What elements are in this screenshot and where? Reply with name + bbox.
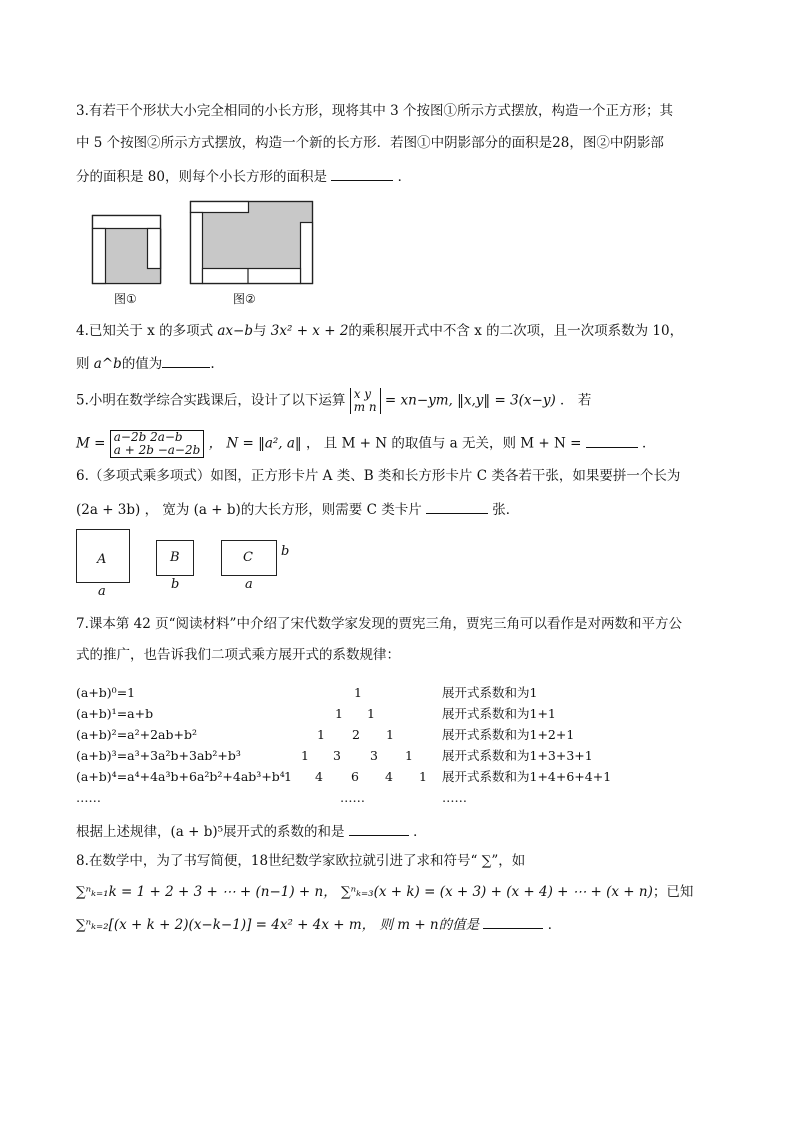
figure-2 xyxy=(191,202,313,284)
q4-line-2: 则 a^b的值为 . xyxy=(76,353,215,373)
q8-line-1: 8.在数学中，为了书写简便，18世纪数学家欧拉就引进了求和符号“ ∑”，如 xyxy=(76,853,526,869)
q5-line-2: M = a−2b 2a−b a + 2b −a−2b ， N = ‖a², a‖ ， 且 M + N 的取值与 a 无关，则 M + N = ． xyxy=(76,430,656,457)
q4-line-1: 4.已知关于 x 的多项式 ax−b与 3x² + x + 2的乘积展开式中不含 x 的二次项，且一次项系数为 10， xyxy=(76,323,684,339)
answer-blank-q4[interactable] xyxy=(162,353,210,368)
q3-line-1: 3.有若干个形状大小完全相同的小长方形，现将其中 3 个按图①所示方式摆放，构造一个正方形；其 xyxy=(76,103,674,119)
table-row: (a+b)³=a³+3a²b+3ab²+b³ 1 3 3 1 展开式系数和为1+3+3+1 xyxy=(76,748,593,763)
card-c-long-side: a xyxy=(245,577,253,592)
q6-line-2: (2a + 3b) ， 宽为 (a + b)的大长方形，则需要 C 类卡片 张． xyxy=(76,499,519,519)
q8-line-3: ∑ⁿₖ₌₂[(x + k + 2)(x−k−1)] = 4x² + 4x + m， 则 m + n的值是 ． xyxy=(76,914,561,934)
jiaxian-triangle-table xyxy=(76,682,696,808)
q6-line-1: 6.（多项式乘多项式）如图，正方形卡片 A 类、B 类和长方形卡片 C 类各若干张，如果要拼一个长为 xyxy=(76,468,681,484)
table-row: (a+b)²=a²+2ab+b² 1 2 1 展开式系数和为1+2+1 xyxy=(76,727,575,742)
matrix-M: a−2b 2a−b a + 2b −a−2b xyxy=(110,430,205,458)
q8-line-2: ∑ⁿₖ₌₁k = 1 + 2 + 3 + ⋯ + (n−1) + n， ∑ⁿₖ₌₃(x + k) = (x + 3) + (x + 4) + ⋯ + (x + n)；已知 xyxy=(76,884,694,900)
answer-blank-q3[interactable] xyxy=(331,166,393,181)
table-row: (a+b)⁴=a⁴+4a³b+6a²b²+4ab³+b⁴ 1 4 6 4 1 展开式系数和为1+4+6+4+1 xyxy=(76,769,612,784)
card-c-label: C xyxy=(243,550,253,565)
answer-blank-q8[interactable] xyxy=(483,914,543,929)
q7-question: 根据上述规律，(a + b)⁵展开式的系数的和是 ． xyxy=(76,821,427,841)
card-a-side: a xyxy=(98,584,106,599)
q3-figures xyxy=(88,198,320,286)
card-a-label: A xyxy=(97,552,107,567)
q3-line-2: 中 5 个按图②所示方式摆放，构造一个新的长方形．若图①中阴影部分的面积是28，图②中阴影部 xyxy=(76,135,664,151)
q3-line-3: 分的面积是 80，则每个小长方形的面积是 ． xyxy=(76,166,411,186)
table-row: (a+b)¹=a+b 1 1 展开式系数和为1+1 xyxy=(76,706,556,721)
figure-2-caption: 图② xyxy=(233,292,256,306)
card-b-label: B xyxy=(170,550,180,565)
table-row-dots: …… …… …… xyxy=(76,790,467,805)
q7-line-1: 7.课本第 42 页“阅读材料”中介绍了宋代数学家发现的贾宪三角，贾宪三角可以看作是对两数和平方公 xyxy=(76,616,682,632)
answer-blank-q7[interactable] xyxy=(349,821,409,836)
answer-blank-q5[interactable] xyxy=(586,433,638,448)
q7-line-2: 式的推广，也告诉我们二项式乘方展开式的系数规律： xyxy=(76,647,400,663)
answer-blank-q6[interactable] xyxy=(426,499,488,514)
matrix-determinant: x y m n xyxy=(350,388,381,414)
figure-1 xyxy=(93,216,163,284)
card-b-side: b xyxy=(171,577,180,592)
figure-1-caption: 图① xyxy=(114,292,137,306)
table-row: (a+b)⁰=1 1 展开式系数和为1 xyxy=(76,685,538,700)
q5-line-1: 5.小明在数学综合实践课后，设计了以下运算 x y m n = xn−ym, ‖x,y‖ = 3(x−y) ． 若 xyxy=(76,387,592,414)
card-c-short-side: b xyxy=(281,544,290,559)
